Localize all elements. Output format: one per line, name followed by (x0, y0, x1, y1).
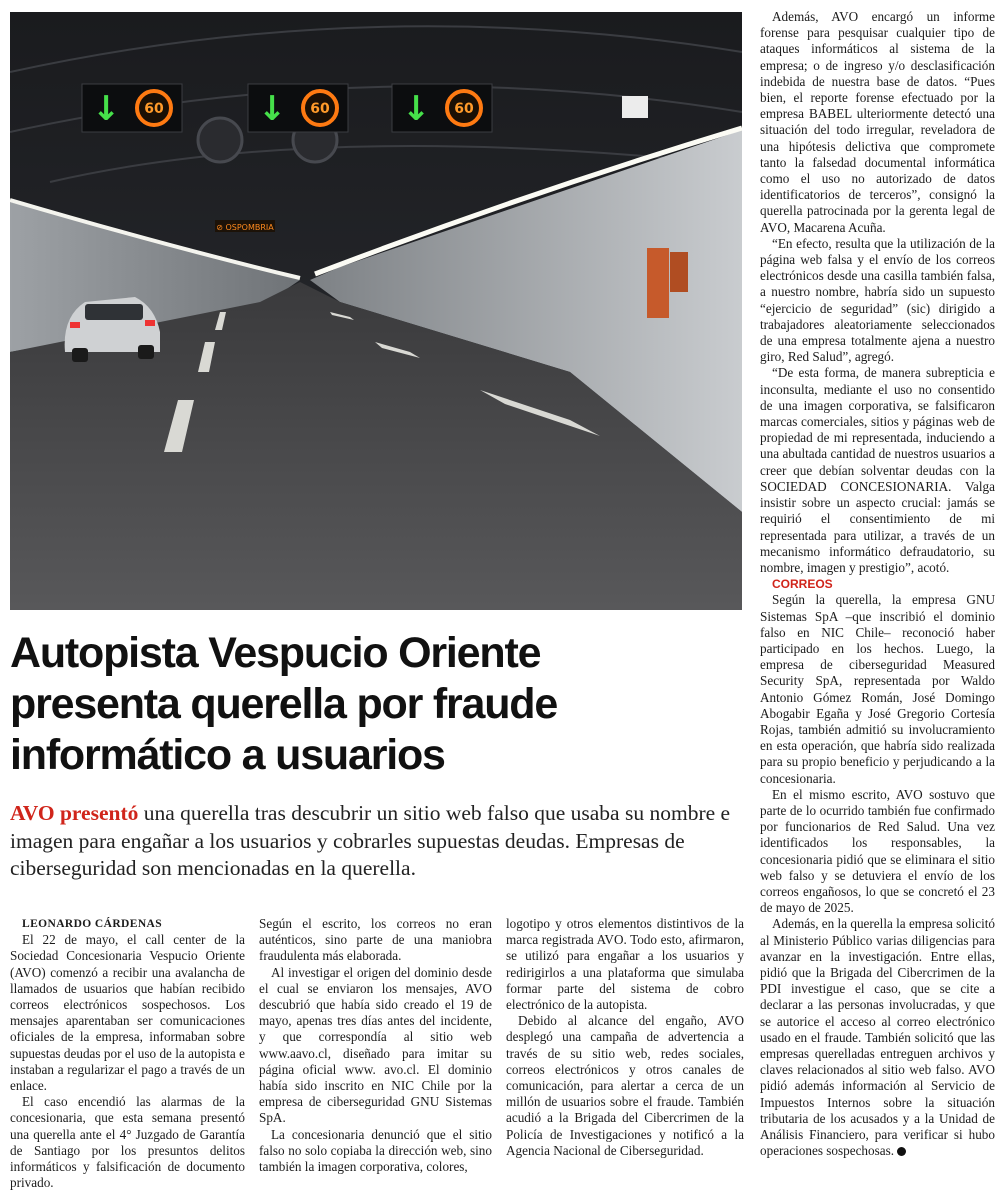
down-arrow-icon: ↓ (257, 89, 287, 129)
paragraph-final (760, 916, 995, 1159)
headline-line-1: Autopista Vespucio Oriente (10, 629, 541, 677)
tunnel-photo (10, 12, 742, 610)
paragraph: El 22 de mayo, el call center de la Sociedad Concesionaria Vespucio Oriente (AVO) comenzó a recibir una avalancha de llamados de usuarios que habían recibido correos electrónicos sospechosos. Los mensajes aparentaban ser comunicaciones oficiales de la empresa, informaban sobre supuestas deudas por el uso de la autopista e instaban a regularizar el pago a través de un enlace. (10, 932, 245, 1094)
subhead-correos: CORREOS (772, 577, 833, 592)
ventilation-fan (198, 118, 242, 162)
deck-lead: AVO presentó (10, 801, 139, 825)
lane-sign (392, 84, 492, 132)
deck-summary (10, 800, 750, 883)
down-arrow-icon: ↓ (401, 89, 431, 129)
headline (10, 628, 740, 781)
paragraph-final-text: Además, en la querella la empresa solicitó al Ministerio Público varias diligencias para avanzar en la investigación. Entre ellas, pidió que la Brigada del Cibercrimen de la PDI investigue el caso, que se cite a declarar a las personas involucradas, y que se autorice el acceso al correo electrónico usado en el fraude. También solicitó que las empresas querelladas entreguen archivos y claves relacionados al sitio web falso. AVO pidió además información al Servicio de Impuestos Internos sobre la situación tributaria de los acusados y a la Unidad de Análisis Financiero, para verificar si hubo operaciones sospechosas. (760, 916, 996, 1159)
paragraph: logotipo y otros elementos distintivos de la marca registrada AVO. Todo esto, afirmaron, se utilizó para engañar a los usuarios y redirigirlos a una plataforma que simulaba formar parte del sistema de cobro electrónico de la autopista. (506, 916, 744, 1013)
body-column-2 (259, 916, 492, 1175)
down-arrow-icon: ↓ (91, 89, 121, 129)
speed-limit-value: 60 (454, 101, 474, 117)
tunnel-illustration (10, 12, 742, 610)
paragraph: Según el escrito, los correos no eran auténticos, sino parte de una maniobra fraudulenta más elaborada. (259, 916, 492, 964)
paragraph: Además, AVO encargó un informe forense para pesquisar cualquier tipo de ataques informáticos al sistema de la empresa; o de ingreso y/o desclasificación indebida de nuestra base de datos. “Pues bien, el reporte forense efectuado por la empresa BABEL ulteriormente detectó una situación del todo irregular, reveladora de una hipótesis delictiva que compromete tanto la falsedad documental informática como el uso no autorizado de datos identificatorios de terceros”, consignó la querella patrocinada por la gerenta legal de AVO, Macarena Acuña. (760, 9, 995, 235)
paragraph: La concesionaria denunció que el sitio falso no solo copiaba la dirección web, sino también la imagen corporativa, colores, (259, 1126, 492, 1175)
headline-line-3: informático a usuarios (10, 731, 445, 779)
paragraph: “De esta forma, de manera subrepticia e inconsulta, mediante el uso no consentido de una imagen corporativa, se falsificaron marcas comerciales, sitios y páginas web de propiedad de mi representada, induciendo a una abultada cantidad de nuestros usuarios a creer que debían solventar deudas con la SOCIEDAD CONCESIONARIA. Valga insistir sobre un aspecto crucial: jamás se requirió el consentimiento de mi representada para utilizar, a través de un mecanismo informático defraudatorio, su nombre, imagen y prestigio”, acotó. (760, 365, 995, 575)
paragraph: Debido al alcance del engaño, AVO desplegó una campaña de advertencia a través de su sitio web, redes sociales, correos electrónicos y otros canales de comunicación, para alertar a cerca de un millón de usuarios sobre el fraude. También acudió a la Brigada del Cibercrimen de la Policía de Investigaciones y notificó a la Agencia Nacional de Ciberseguridad. (506, 1013, 744, 1158)
byline: LEONARDO CÁRDENAS (22, 918, 163, 930)
distant-sign-text: ⊘ OSPOMBRIA (216, 223, 274, 232)
lane-sign (248, 84, 348, 132)
paragraph: Al investigar el origen del dominio desde el cual se enviaron los mensajes, AVO descubrió que había sido creado el 19 de mayo, apenas tres días antes del incidente, y que correspondía al sitio web www.aavo.cl, diseñado para imitar su página oficial www. avo.cl. El dominio había sido inscrito en NIC Chile por la empresa de ciberseguridad GNU Sistemas SpA. (259, 964, 492, 1126)
paragraph: En el mismo escrito, AVO sostuvo que parte de lo ocurrido también fue confirmado por funcionarios de Red Salud. Una vez identificados los responsables, la concesionaria pidió que se eliminara el sitio web falso y se detuviera el envío de los correos engañosos, lo que se concretó el 23 de mayo de 2025. (760, 786, 995, 916)
deck-text: una querella tras descubrir un sitio web falso que usaba su nombre e imagen para engañar a los usuarios y cobrarles supuestas deudas. Empresas de ciberseguridad son mencionadas en la querella. (10, 801, 731, 880)
paragraph: “En efecto, resulta que la utilización de la página web falsa y el envío de los correos electrónicos desde una casilla también falsa, a nuestro nombre, habría sido un supuesto “ejercicio de seguridad” (sic) dirigido a trabajadores aleatoriamente seleccionados de una empresa totalmente ajena a nuestro giro, Red Salud”, agregó. (760, 235, 995, 365)
tunnel-lamp (622, 96, 648, 118)
paragraph: El caso encendió las alarmas de la concesionaria, que esta semana presentó una querella ante el 4° Juzgado de Garantía de Santiago por los presuntos delitos informáticos y falsificación de documento privado. (10, 1094, 245, 1191)
emergency-cabinet (647, 248, 669, 318)
body-column-1 (10, 916, 245, 1191)
body-column-3 (506, 916, 744, 1159)
body-column-4 (760, 9, 995, 1159)
cabinet-panel (670, 252, 688, 292)
speed-limit-value: 60 (310, 101, 330, 117)
lane-sign (82, 84, 182, 132)
speed-limit-value: 60 (144, 101, 164, 117)
end-mark-icon (897, 1147, 906, 1156)
paragraph: Según la querella, la empresa GNU Sistemas SpA –que inscribió el dominio falso en NIC Chile– reconoció haber participado en los hechos. Luego, la empresa de ciberseguridad Measured Security SpA, representada por Waldo Antonio Gómez Román, José Domingo Abogabir Egaña y José Gregorio Cortesía Rojas, también admitió su involucramiento en esta operación, que habría sido realizada para su propio beneficio y perjudicando a la concesionaria. (760, 592, 995, 786)
headline-line-2: presenta querella por fraude (10, 680, 558, 728)
